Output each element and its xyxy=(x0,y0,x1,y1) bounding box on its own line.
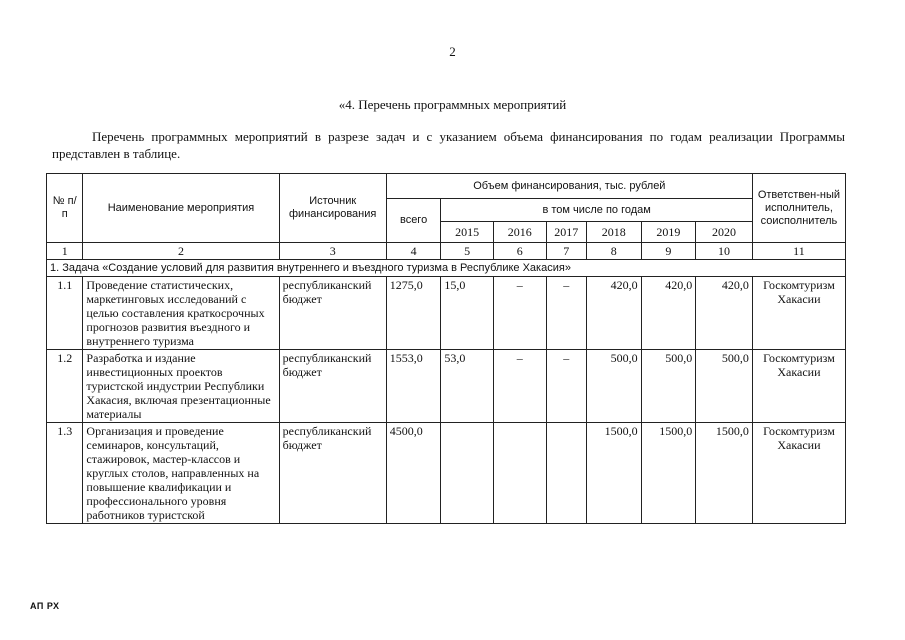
header-total: всего xyxy=(386,199,441,243)
row-value xyxy=(441,423,494,524)
row-value: – xyxy=(546,277,586,350)
footer-mark: АП РХ xyxy=(30,601,60,611)
row-value: 420,0 xyxy=(641,277,696,350)
header-year: 2018 xyxy=(586,222,641,243)
row-value xyxy=(546,423,586,524)
header-name: Наименование мероприятия xyxy=(83,174,279,243)
intro-paragraph: Перечень программных мероприятий в разрезе задач и с указанием объема финансирования по годам реализации Программы представлен в таблице. xyxy=(52,129,845,161)
task-row: 1. Задача «Создание условий для развития внутреннего и въездного туризма в Республике Хакасия» xyxy=(47,260,846,277)
column-number: 9 xyxy=(641,243,696,260)
row-total: 4500,0 xyxy=(386,423,441,524)
row-value: – xyxy=(493,277,546,350)
column-number: 5 xyxy=(441,243,494,260)
row-total: 1553,0 xyxy=(386,350,441,423)
table-row xyxy=(47,277,846,350)
column-number: 10 xyxy=(696,243,753,260)
header-year: 2016 xyxy=(493,222,546,243)
row-source: республиканский бюджет xyxy=(279,277,386,350)
page-bottom-mask xyxy=(0,593,905,640)
header-year: 2019 xyxy=(641,222,696,243)
table-row xyxy=(47,350,846,423)
row-value: 1500,0 xyxy=(696,423,753,524)
row-value: 500,0 xyxy=(641,350,696,423)
row-num: 1.1 xyxy=(47,277,83,350)
row-source: республиканский бюджет xyxy=(279,350,386,423)
row-responsible: Госкомтуризм Хакасии xyxy=(752,423,845,524)
row-value: 53,0 xyxy=(441,350,494,423)
row-name: Организация и проведение семинаров, консультаций, стажировок, мастер-классов и круглых столов, направленных на повышение квалификации и профессионального уровня работников туристской xyxy=(83,423,279,524)
row-source: республиканский бюджет xyxy=(279,423,386,524)
row-total: 1275,0 xyxy=(386,277,441,350)
column-number: 8 xyxy=(586,243,641,260)
header-num: № п/п xyxy=(47,174,83,243)
row-name: Разработка и издание инвестиционных проектов туристской индустрии Республики Хакасия, включая презентационные материалы xyxy=(83,350,279,423)
column-number: 2 xyxy=(83,243,279,260)
header-by-years: в том числе по годам xyxy=(441,199,753,222)
table-row xyxy=(47,423,846,524)
row-responsible: Госкомтуризм Хакасии xyxy=(752,277,845,350)
row-value: 500,0 xyxy=(586,350,641,423)
row-responsible: Госкомтуризм Хакасии xyxy=(752,350,845,423)
row-value: 420,0 xyxy=(586,277,641,350)
column-number: 1 xyxy=(47,243,83,260)
header-responsible: Ответствен-ный исполнитель, соисполнитель xyxy=(752,174,845,243)
row-value xyxy=(493,423,546,524)
page-number: 2 xyxy=(449,44,456,59)
column-number: 3 xyxy=(279,243,386,260)
header-source: Источник финансирования xyxy=(279,174,386,243)
section-heading: «4. Перечень программных мероприятий xyxy=(338,97,567,112)
row-value: 1500,0 xyxy=(641,423,696,524)
row-value: – xyxy=(493,350,546,423)
header-year: 2020 xyxy=(696,222,753,243)
column-number: 7 xyxy=(546,243,586,260)
header-volume: Объем финансирования, тыс. рублей xyxy=(386,174,752,199)
row-value: 1500,0 xyxy=(586,423,641,524)
column-number: 6 xyxy=(493,243,546,260)
activities-table xyxy=(46,173,846,524)
header-year: 2017 xyxy=(546,222,586,243)
row-value: 15,0 xyxy=(441,277,494,350)
column-number: 11 xyxy=(752,243,845,260)
column-number: 4 xyxy=(386,243,441,260)
row-num: 1.2 xyxy=(47,350,83,423)
header-year: 2015 xyxy=(441,222,494,243)
row-value: – xyxy=(546,350,586,423)
row-num: 1.3 xyxy=(47,423,83,524)
row-value: 420,0 xyxy=(696,277,753,350)
row-name: Проведение статистических, маркетинговых исследований с целью составления краткосрочных прогнозов развития въездного и внутреннего туризма xyxy=(83,277,279,350)
row-value: 500,0 xyxy=(696,350,753,423)
